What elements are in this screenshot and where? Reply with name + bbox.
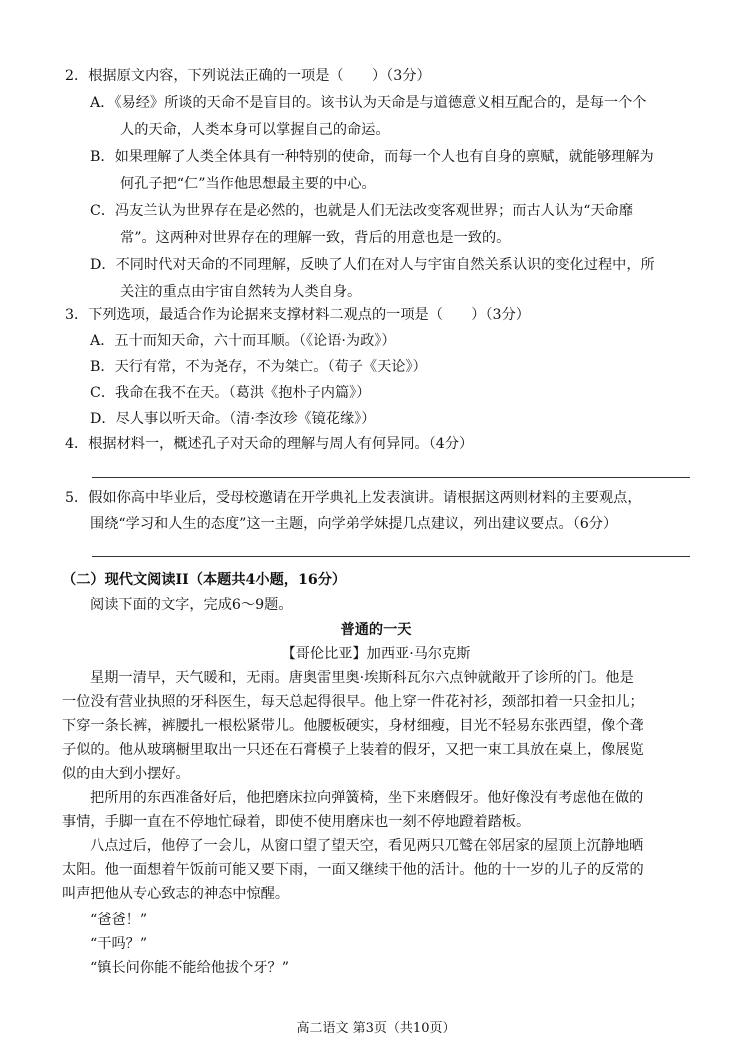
story-dialogue-1: “爸爸！”: [90, 912, 148, 928]
question-2-option-a-cont: 人的天命，人类本身可以掌握自己的命运。: [120, 122, 390, 138]
question-4-answer-line[interactable]: [92, 477, 690, 478]
story-dialogue-2: “干吗？”: [90, 936, 148, 952]
story-paragraph-3-line-2: 太阳。他一面想着午饭前可能又要下雨，一面又继续干他的活计。他的十一岁的儿子的反常的: [62, 862, 644, 878]
section-instruction: 阅读下面的文字，完成6～9题。: [90, 597, 293, 613]
question-2-option-b: B．如果理解了人类全体具有一种特别的使命，而每一个人也有自身的禀赋，就能够理解为: [90, 149, 654, 165]
story-paragraph-1-line-3: 下穿一条长裤，裤腰扎一根松紧带儿。他腰板硬实，身材细瘦，目光不轻易东张西望，像个聋: [62, 718, 644, 734]
question-2-option-b-cont: 何孔子把“仁”当作他思想最主要的中心。: [120, 176, 376, 192]
story-paragraph-3-line-3: 叫声把他从专心致志的神态中惊醒。: [62, 886, 290, 902]
story-paragraph-1-line-2: 一位没有营业执照的牙科医生，每天总起得很早。他上穿一件花衬衫，颈部扣着一只金扣儿；: [62, 694, 644, 710]
question-3-option-b: B．天行有常，不为尧存，不为桀亡。（荀子《天论》）: [90, 359, 427, 375]
story-paragraph-1: 星期一清早，天气暖和，无雨。唐奥雷里奥·埃斯科瓦尔六点钟就敞开了诊所的门。他是: [90, 670, 634, 686]
story-paragraph-3: 八点过后，他停了一会儿，从窗口望了望天空，看见两只兀鹫在邻居家的屋顶上沉静地晒: [90, 838, 644, 854]
story-title: 普通的一天: [340, 622, 412, 638]
question-3-stem: 3．下列选项，最适合作为论据来支撑材料二观点的一项是（ ）（3分）: [65, 307, 530, 323]
question-3-option-a: A．五十而知天命，六十而耳顺。（《论语·为政》）: [90, 333, 396, 349]
question-3-option-d: D．尽人事以听天命。（清·李汝珍《镜花缘》）: [90, 411, 376, 427]
section-heading: （二）现代文阅读II（本题共4小题，16分）: [62, 572, 347, 588]
question-5-stem: 5．假如你高中毕业后，受母校邀请在开学典礼上发表演讲。请根据这两则材料的主要观点，: [65, 490, 642, 506]
question-2-option-d: D．不同时代对天命的不同理解，反映了人们在对人与宇宙自然关系认识的变化过程中，所: [90, 257, 655, 273]
story-paragraph-1-line-5: 似的由大到小摆好。: [62, 766, 190, 782]
story-paragraph-2: 把所用的东西准备好后，他把磨床拉向弹簧椅，坐下来磨假牙。他好像没有考虑他在做的: [90, 790, 644, 806]
question-2-stem: 2．根据原文内容，下列说法正确的一项是（ ）（3分）: [65, 68, 431, 84]
story-author: 【哥伦比亚】加西亚·马尔克斯: [281, 646, 471, 662]
question-2-option-c: C．冯友兰认为世界存在是必然的，也就是人们无法改变客观世界；而古人认为“天命靡: [90, 203, 634, 219]
question-2-option-a: A．《易经》所谈的天命不是盲目的。该书认为天命是与道德意义相互配合的，是每一个个: [90, 95, 647, 111]
question-2-option-d-cont: 关注的重点由宇宙自然转为人类自身。: [120, 284, 362, 300]
story-paragraph-1-line-4: 子似的。他从玻璃橱里取出一只还在石膏模子上装着的假牙，又把一束工具放在桌上，像展览: [62, 742, 644, 758]
question-3-option-c: C．我命在我不在天。（葛洪《抱朴子内篇》）: [90, 385, 371, 401]
question-2-option-c-cont: 常”。这两种对世界存在的理解一致，背后的用意也是一致的。: [120, 230, 511, 246]
page-footer: 高二语文 第3页（共10页）: [296, 1021, 456, 1036]
question-5-answer-line[interactable]: [92, 556, 690, 557]
question-4-stem: 4．根据材料一，概述孔子对天命的理解与周人有何异同。（4分）: [65, 436, 474, 452]
question-5-stem-cont: 围绕“学习和人生的态度”这一主题，向学弟学妹提几点建议，列出建议要点。（6分）: [90, 516, 618, 532]
story-paragraph-2-line-2: 事情，手脚一直在不停地忙碌着，即使不使用磨床也一刻不停地蹬着踏板。: [62, 814, 531, 830]
story-dialogue-3: “镇长问你能不能给他拔个牙？”: [90, 960, 289, 976]
